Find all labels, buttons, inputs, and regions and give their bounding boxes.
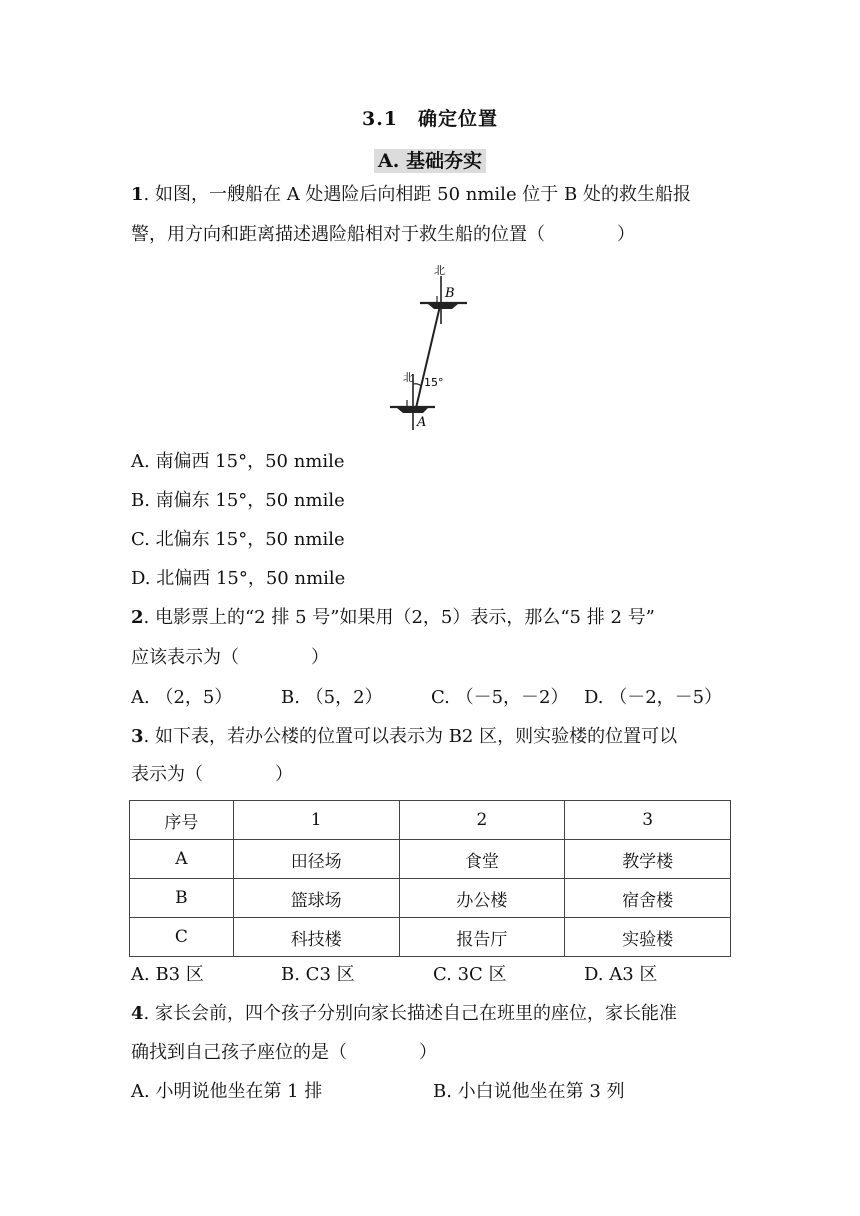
- q1-option-c: C. 北偏东 15°，50 nmile: [131, 529, 345, 550]
- question-1-line-1: [131, 182, 691, 208]
- angle-arc: [413, 384, 421, 386]
- question-number: 3: [131, 726, 144, 747]
- q4-option-a: A. 小明说他坐在第 1 排: [131, 1081, 323, 1102]
- q2-options: [131, 685, 731, 711]
- table-cell: 办公楼: [399, 879, 565, 918]
- north-label-a: 北: [403, 371, 414, 384]
- q2-option-d: D. （－2，－5）: [584, 687, 723, 708]
- table-header-cell: 3: [565, 801, 731, 840]
- q1-option-a: A. 南偏西 15°，50 nmile: [131, 451, 345, 472]
- question-3-line-2: 表示为（ ）: [131, 764, 293, 785]
- table-cell: 科技楼: [233, 918, 399, 957]
- q4-option-b: B. 小白说他坐在第 3 列: [433, 1081, 625, 1102]
- question-4-line-1: [131, 1001, 677, 1027]
- question-3-line-1: [131, 724, 677, 750]
- question-text: . 家长会前，四个孩子分别向家长描述自己在班里的座位，家长能准: [143, 1003, 677, 1024]
- q2-option-b: B. （5，2）: [281, 687, 383, 708]
- table-cell: 宿舍楼: [565, 879, 731, 918]
- table-cell: B: [130, 879, 234, 918]
- q3-options: [131, 962, 731, 988]
- table-header-cell: 1: [233, 801, 399, 840]
- q2-option-c: C. （－5，－2）: [431, 687, 569, 708]
- q4-options: [131, 1079, 731, 1105]
- q3-option-a: A. B3 区: [131, 964, 204, 985]
- table-cell: 篮球场: [233, 879, 399, 918]
- table-cell: C: [130, 918, 234, 957]
- table-cell: 田径场: [233, 840, 399, 879]
- question-2-line-1: [131, 605, 655, 631]
- page-title: 3.1 确定位置: [361, 108, 499, 130]
- question-4-line-2: 确找到自己孩子座位的是（ ）: [131, 1042, 437, 1063]
- table-header-cell: 2: [399, 801, 565, 840]
- q3-option-b: B. C3 区: [281, 964, 355, 985]
- q1-option-b: B. 南偏东 15°，50 nmile: [131, 490, 345, 511]
- table-cell: 教学楼: [565, 840, 731, 879]
- table-row: [130, 840, 731, 879]
- question-number: 2: [131, 607, 144, 628]
- question-text: . 电影票上的“2 排 5 号”如果用（2，5）表示，那么“5 排 2 号”: [143, 607, 655, 628]
- q3-option-d: D. A3 区: [584, 964, 658, 985]
- q3-option-c: C. 3C 区: [433, 964, 507, 985]
- section-label: A. 基础夯实: [374, 149, 486, 173]
- north-label-b: 北: [434, 264, 445, 277]
- label-b: B: [445, 286, 455, 301]
- question-number: 1: [131, 184, 144, 205]
- table-header-row: [130, 801, 731, 840]
- table-cell: 食堂: [399, 840, 565, 879]
- section-heading: [0, 146, 860, 173]
- label-a: A: [417, 415, 427, 430]
- question-text: . 如图，一艘船在 A 处遇险后向相距 50 nmile 位于 B 处的救生船报: [143, 184, 691, 205]
- table-header-cell: 序号: [130, 801, 234, 840]
- table-cell: 报告厅: [399, 918, 565, 957]
- table-row: [130, 879, 731, 918]
- q2-option-a: A. （2，5）: [131, 687, 233, 708]
- table-cell: 实验楼: [565, 918, 731, 957]
- ship-a-icon: [397, 408, 428, 413]
- table-cell: A: [130, 840, 234, 879]
- table-row: [130, 918, 731, 957]
- question-number: 4: [131, 1003, 144, 1024]
- question-text: . 如下表，若办公楼的位置可以表示为 B2 区，则实验楼的位置可以: [143, 726, 678, 747]
- q1-option-d: D. 北偏西 15°，50 nmile: [131, 568, 346, 589]
- bearing-line: [416, 306, 440, 408]
- question-2-line-2: 应该表示为（ ）: [131, 647, 329, 668]
- angle-label: 15°: [424, 376, 444, 389]
- question-1-line-2: 警，用方向和距离描述遇险船相对于救生船的位置（ ）: [131, 224, 635, 245]
- ship-b-icon: [428, 304, 458, 309]
- ship-bearing-figure: [380, 256, 490, 436]
- location-table: [129, 800, 731, 957]
